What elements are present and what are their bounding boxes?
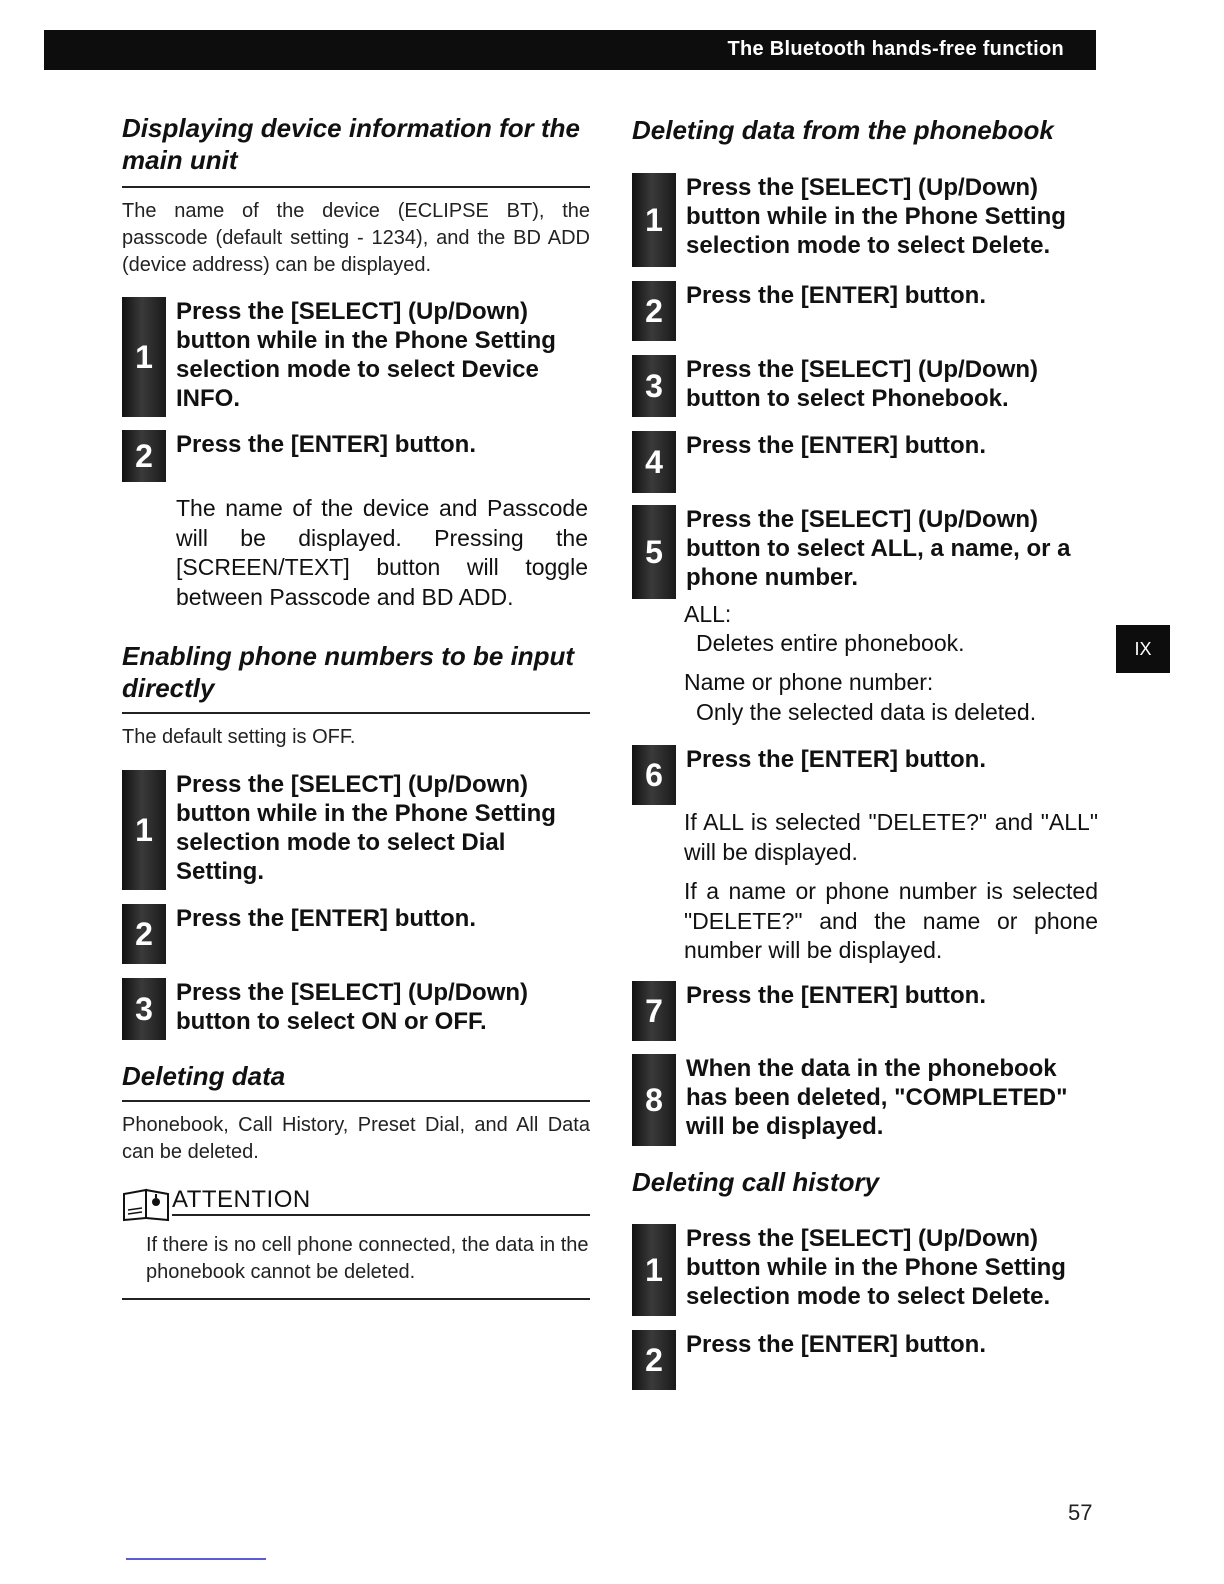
- step-number-box: 4: [632, 431, 676, 493]
- step-number-box: 1: [632, 173, 676, 267]
- header-title: The Bluetooth hands-free function: [727, 38, 1064, 60]
- section-title-device-info: Displaying device information for the main unit: [122, 113, 580, 175]
- after-step6-all: If ALL is selected "DELETE?" and "ALL" will be displayed.: [684, 809, 1098, 865]
- section-rule: [122, 1100, 590, 1102]
- attention-bottom-rule: [122, 1298, 590, 1300]
- attention-book-icon: [122, 1188, 170, 1222]
- step-text: Press the [SELECT] (Up/Down) button to select ALL, a name, or a phone number.: [686, 506, 1071, 591]
- attention-text: If there is no cell phone connected, the data in the phonebook cannot be deleted.: [146, 1234, 589, 1283]
- header-bar: [44, 30, 1096, 70]
- section-title-enable-direct: Enabling phone numbers to be input directly: [122, 641, 575, 703]
- device-info-note: The name of the device and Passcode will be displayed. Pressing the [SCREEN/TEXT] button will toggle between Passcode and BD ADD.: [176, 495, 588, 610]
- option-all-label: ALL:: [684, 601, 732, 627]
- step-text: Press the [ENTER] button.: [686, 282, 987, 309]
- step-number-box: 2: [632, 1330, 676, 1390]
- step-text: Press the [ENTER] button.: [686, 1331, 987, 1358]
- step-text: Press the [ENTER] button.: [686, 432, 987, 459]
- step-number-box: 7: [632, 981, 676, 1041]
- step-number-box: 3: [122, 978, 166, 1040]
- chapter-tab: IX: [1116, 625, 1170, 673]
- section-title-phonebook: Deleting data from the phonebook: [632, 115, 1054, 145]
- section-rule: [122, 712, 590, 714]
- page-number: 57: [1068, 1500, 1093, 1525]
- step-number-box: 5: [632, 505, 676, 599]
- device-info-intro: The name of the device (ECLIPSE BT), the passcode (default setting - 1234), and the BD ADD (device address) can be displayed.: [122, 200, 590, 276]
- attention-box: [122, 1188, 590, 1308]
- step-number-box: 1: [122, 770, 166, 890]
- deleting-data-intro: Phonebook, Call History, Preset Dial, and All Data can be deleted.: [122, 1114, 590, 1163]
- step-number-box: 6: [632, 745, 676, 805]
- step-number-box: 8: [632, 1054, 676, 1146]
- step-text: Press the [SELECT] (Up/Down) button while in the Phone Setting selection mode to select Delete.: [686, 174, 1066, 259]
- step-text: Press the [SELECT] (Up/Down) button to select Phonebook.: [686, 356, 1039, 412]
- step-text: Press the [SELECT] (Up/Down) button while in the Phone Setting selection mode to select Device INFO.: [176, 298, 556, 412]
- option-all-desc: Deletes entire phonebook.: [696, 630, 965, 656]
- step-text: Press the [SELECT] (Up/Down) button to select ON or OFF.: [176, 979, 529, 1035]
- option-name-label: Name or phone number:: [684, 669, 934, 695]
- section-title-call-history: Deleting call history: [632, 1167, 880, 1197]
- step-text: Press the [ENTER] button.: [176, 905, 477, 932]
- section-rule: [122, 186, 590, 188]
- step-text: Press the [ENTER] button.: [176, 431, 477, 458]
- step-number-box: 2: [122, 904, 166, 964]
- step-number-box: 1: [122, 297, 166, 417]
- attention-rule: [172, 1214, 590, 1216]
- step-text: Press the [SELECT] (Up/Down) button while in the Phone Setting selection mode to select Delete.: [686, 1225, 1066, 1310]
- step-number-box: 2: [632, 281, 676, 341]
- step-number-box: 3: [632, 355, 676, 417]
- bottom-link-line: [126, 1558, 266, 1560]
- step-text: Press the [ENTER] button.: [686, 982, 987, 1009]
- step-text: Press the [ENTER] button.: [686, 746, 987, 773]
- section-title-deleting-data: Deleting data: [122, 1061, 286, 1091]
- step-number-box: 2: [122, 430, 166, 482]
- after-step6-name: If a name or phone number is selected "DELETE?" and the name or phone number will be displayed.: [684, 878, 1098, 963]
- step-text: Press the [SELECT] (Up/Down) button while in the Phone Setting selection mode to select Dial Setting.: [176, 771, 556, 885]
- option-name-desc: Only the selected data is deleted.: [696, 699, 1037, 725]
- enable-direct-intro: The default setting is OFF.: [122, 726, 356, 748]
- step-text: When the data in the phonebook has been deleted, "COMPLETED" will be displayed.: [686, 1055, 1068, 1140]
- step-number-box: 1: [632, 1224, 676, 1316]
- attention-label: ATTENTION: [172, 1186, 311, 1213]
